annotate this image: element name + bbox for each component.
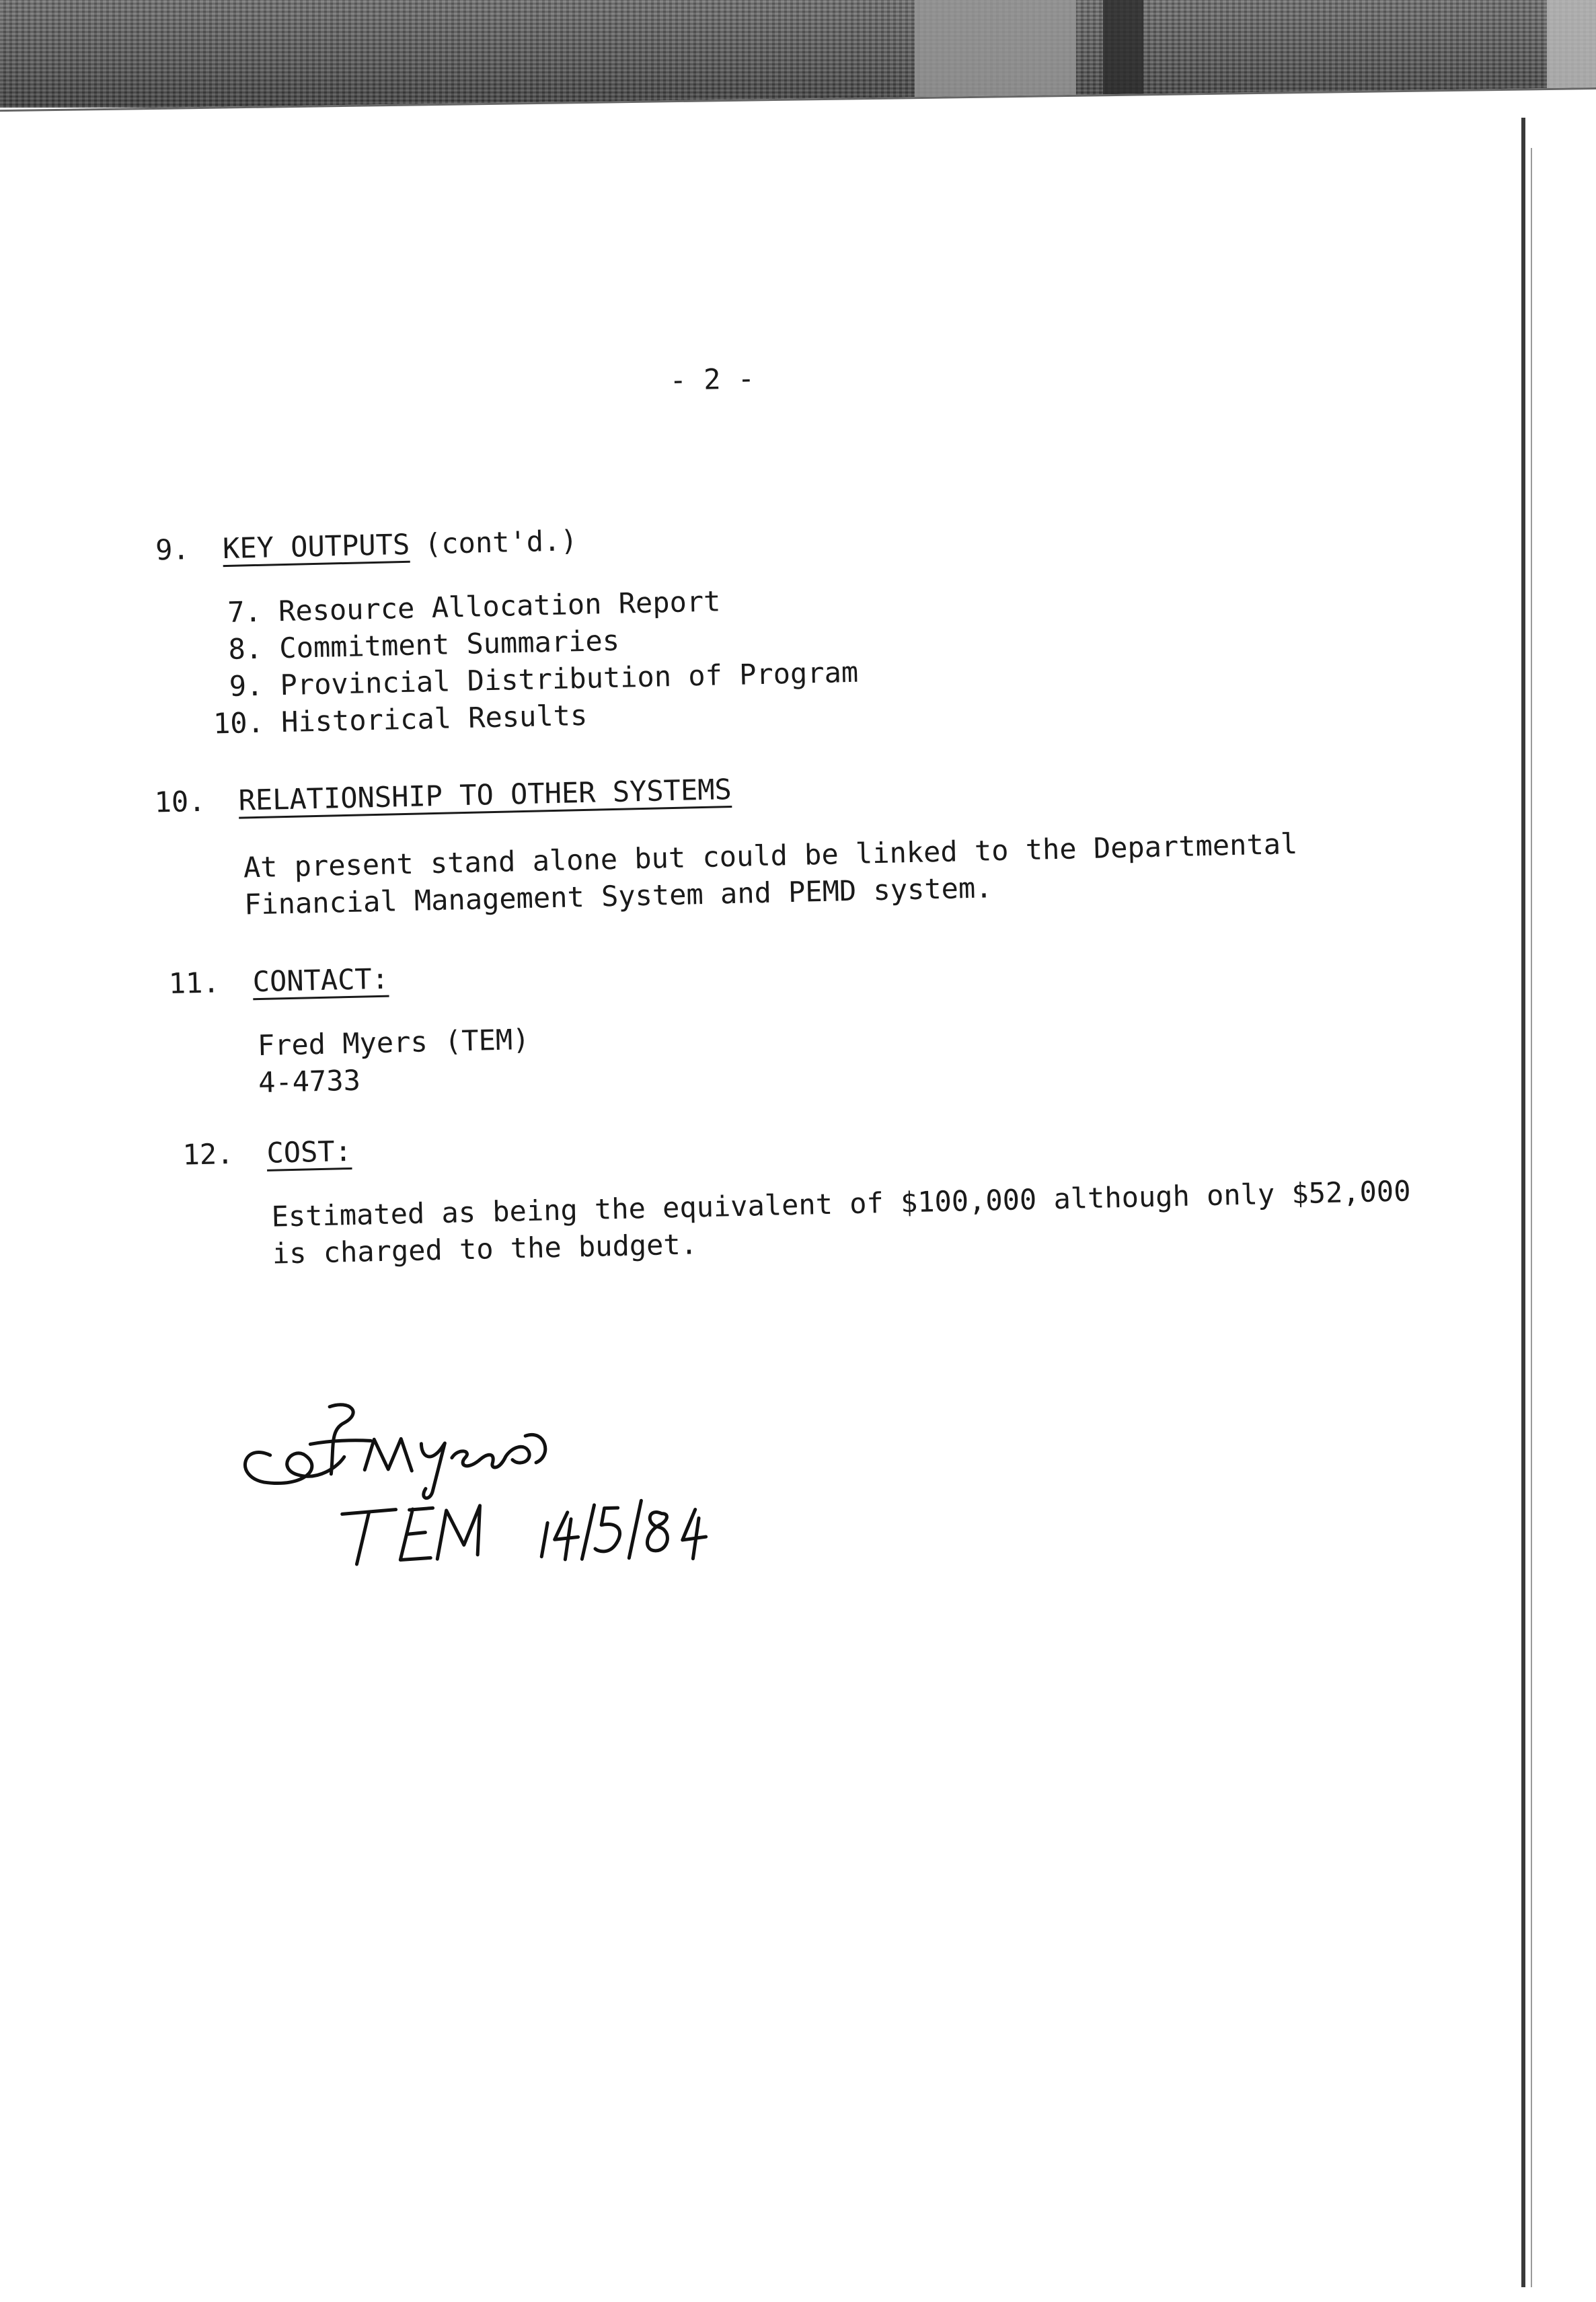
list-item: 7. Resource Allocation Report [227, 584, 721, 629]
section-heading-contact: CONTACT: [252, 962, 389, 999]
section-heading-suffix: (cont'd.) [424, 524, 578, 561]
section-body-line: is charged to the budget. [272, 1227, 698, 1270]
section-body-line: Estimated as being the equivalent of $100,000 although only $52,000 [271, 1174, 1411, 1233]
section-number: 9. [155, 533, 190, 567]
page-number: - 2 - [669, 362, 755, 397]
section-number: 12. [182, 1137, 234, 1172]
list-item: 8. Commitment Summaries [227, 623, 620, 666]
list-item: 10. Historical Results [213, 698, 588, 740]
section-body-line: At present stand alone but could be linked to the Departmental [243, 827, 1298, 884]
list-item: 9. Provincial Distribution of Program [229, 655, 859, 703]
section-number: 11. [168, 966, 221, 1001]
section-heading-relationship: RELATIONSHIP TO OTHER SYSTEMS [238, 773, 732, 817]
section-body-line: Financial Management System and PEMD system. [243, 871, 993, 921]
contact-name: Fred Myers (TEM) [257, 1022, 530, 1063]
section-heading-cost: COST: [266, 1134, 352, 1169]
handwritten-signature [229, 1384, 745, 1597]
section-heading-key-outputs: KEY OUTPUTS [222, 527, 410, 566]
contact-phone: 4-4733 [258, 1063, 361, 1100]
section-number: 10. [154, 784, 206, 819]
